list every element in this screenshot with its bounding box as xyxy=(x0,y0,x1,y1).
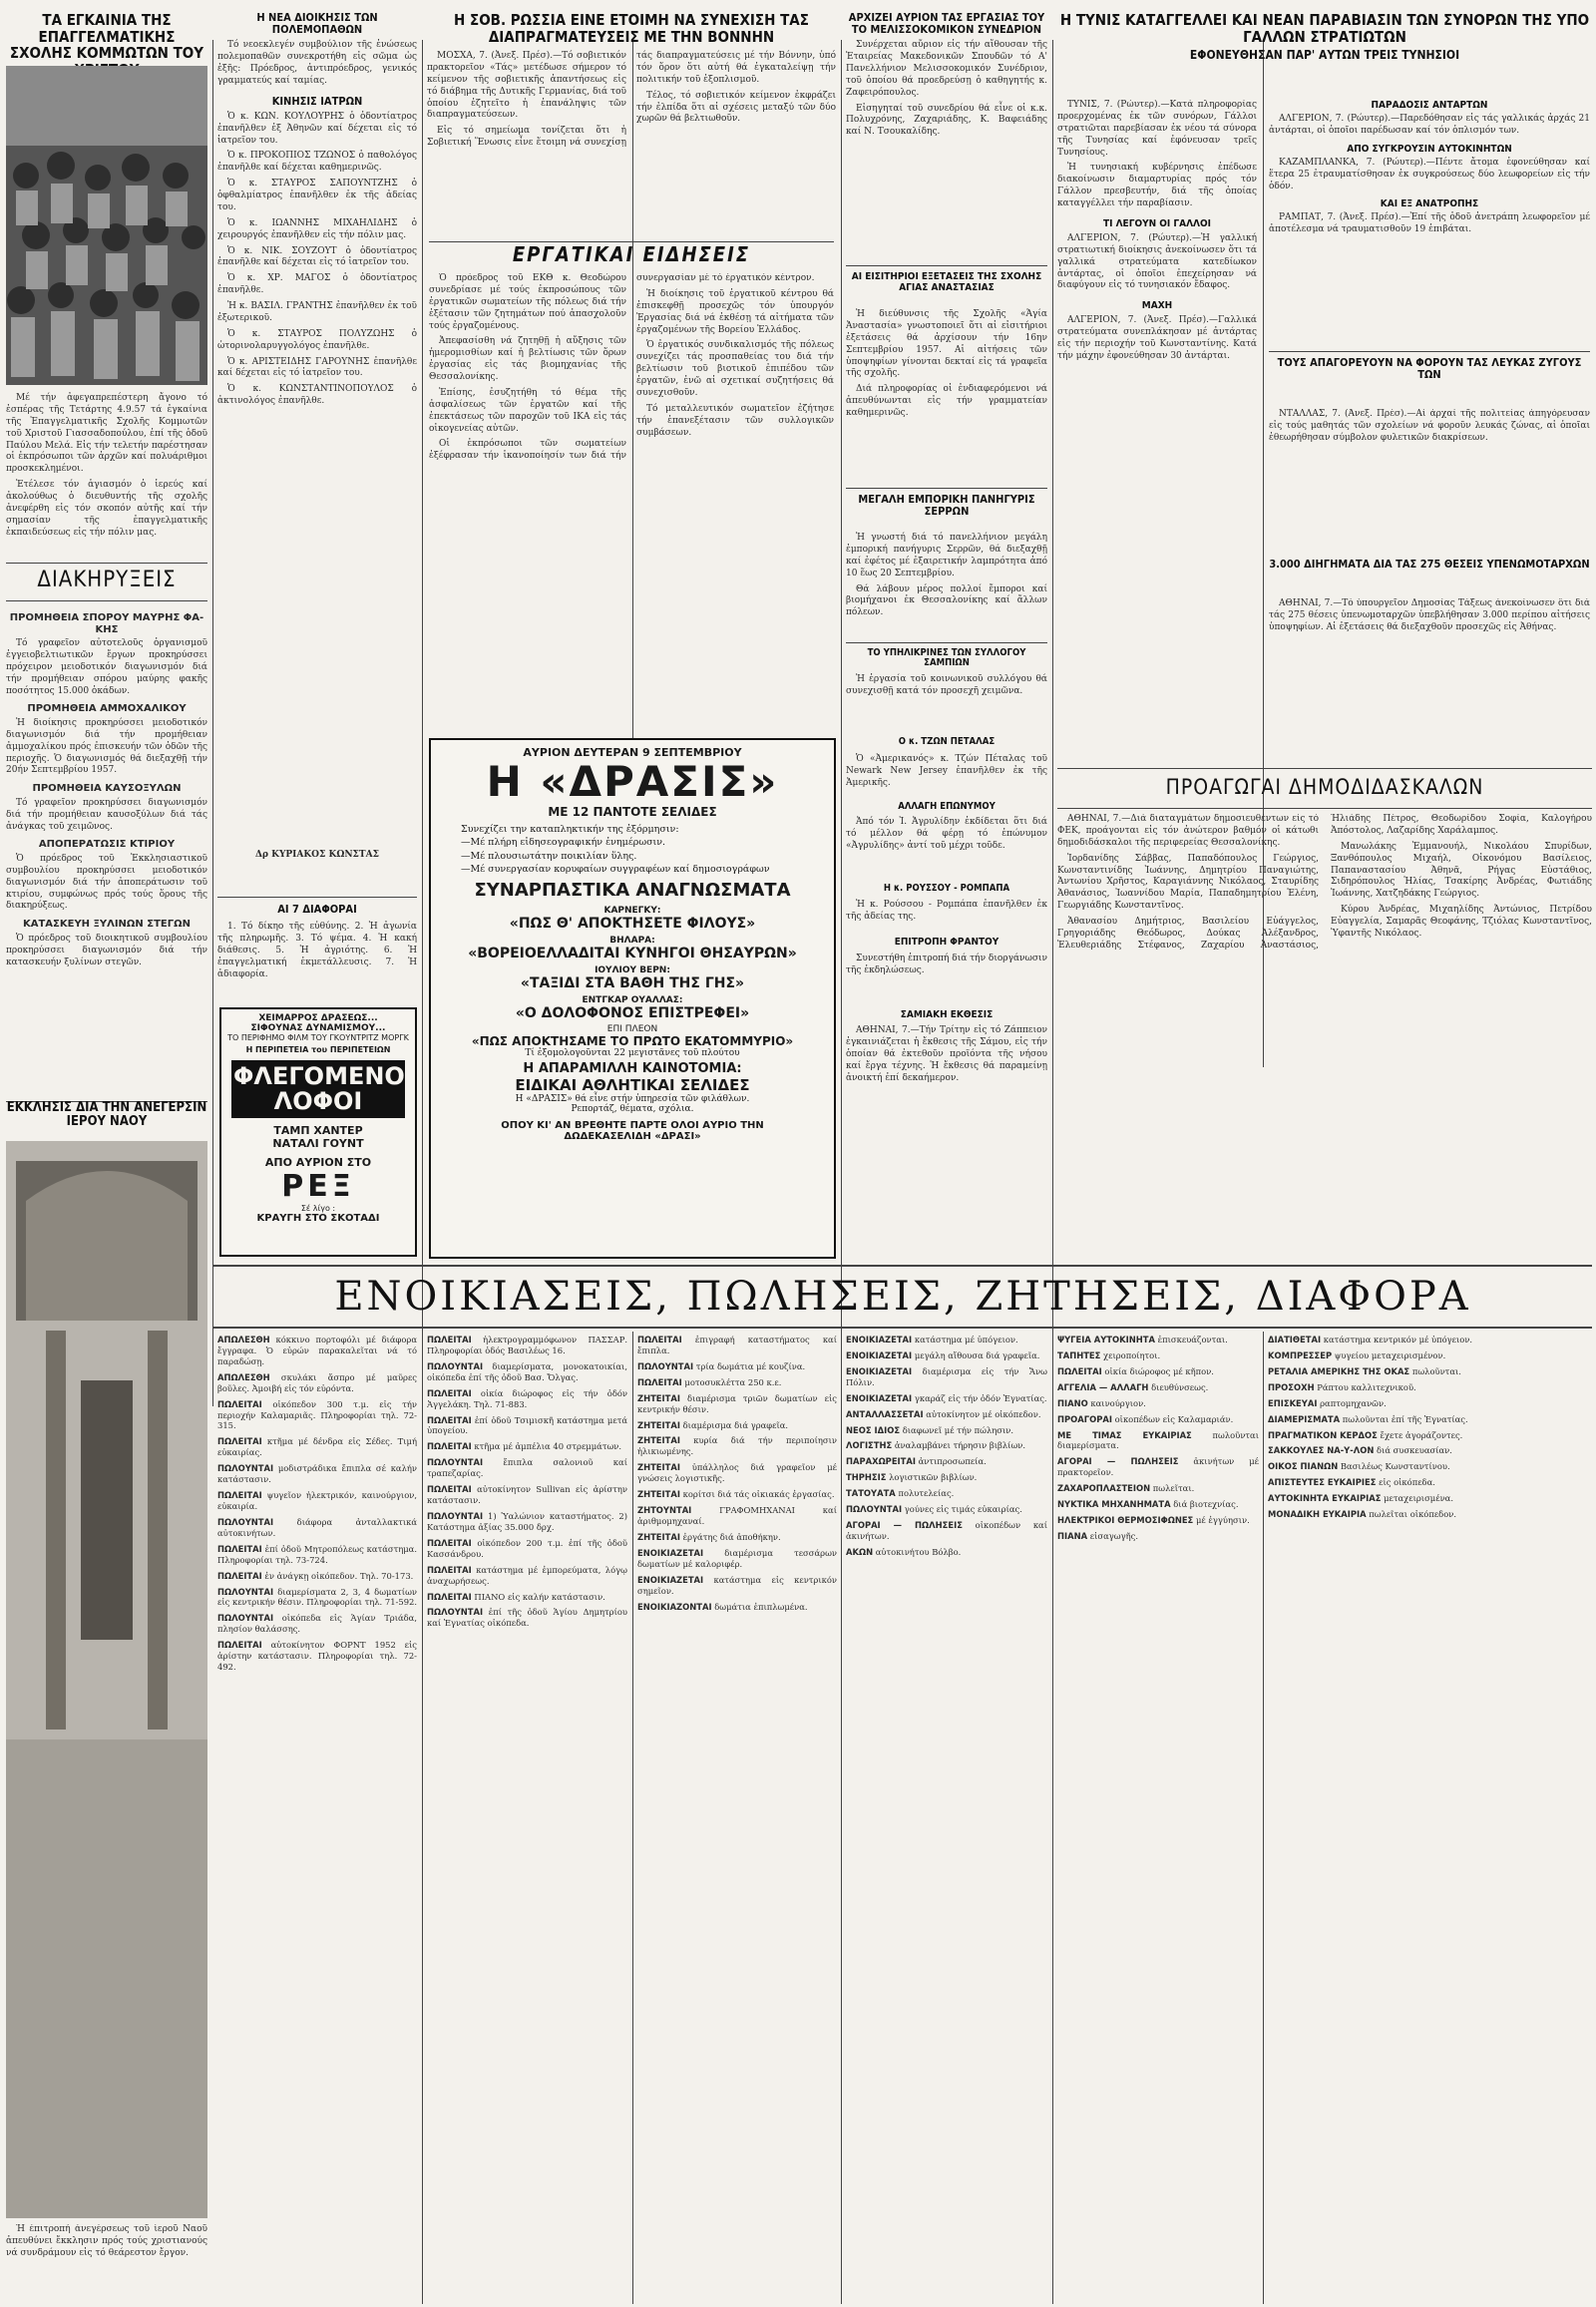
movie-extra-2: ΚΡΑΥΓΗ ΣΤΟ ΣΚΟΤΑΔΙ xyxy=(256,1213,380,1225)
classifieds-col-2: ΠΩΛΕΙΤΑΙ ἠλεκτρογραμμόφωνον ΠΑΣΣΑΡ. Πληροφορίαι ὁδός Βασιλέως 16. ΠΩΛΟΥΝΤΑΙ διαμερίσματα, μονοκατοικίαι, οἰκόπεδα ἐπί τῆς ὁδοῦ Βασ. Ὄλγας. ΠΩΛΕΙΤΑΙ οἰκία διώροφος εἰς τήν ὁδόν Ἀγγελάκη. Τηλ. 71-883. ΠΩΛΕΙΤΑΙ ἐπί ὁδοῦ Τσιμισκῆ κατάστημα μετά ὑπογείου. ΠΩΛΕΙΤΑΙ κτῆμα μέ ἀμπέλια 40 στρεμμάτων. ΠΩΛΟΥΝΤΑΙ ἔπιπλα σαλονιοῦ καί τραπεζαρίας. ΠΩΛΕΙΤΑΙ αὐτοκίνητον Sullivan εἰς ἀρίστην κατάστασιν. ΠΩΛΟΥΝΤΑΙ 1) Ὑαλώνιον καταστήματος. 2) Κατάστημα ἀξίας 35.000 δρχ. ΠΩΛΕΙΤΑΙ οἰκόπεδον 200 τ.μ. ἐπί τῆς ὁδοῦ Κασσάνδρου. ΠΩΛΕΙΤΑΙ κατάστημα μέ ἐμπορεύματα, λόγῳ ἀναχωρήσεως. ΠΩΛΕΙΤΑΙ ΠΙΑΝΟ εἰς καλήν κατάστασιν. ΠΩΛΟΥΝΤΑΙ ἐπί τῆς ὁδοῦ Ἁγίου Δημητρίου καί Ἐγνατίας οἰκόπεδα. xyxy=(427,1335,627,1629)
drasis-karnegi: ΚΑΡΝΕΓΚΥ: xyxy=(603,906,661,917)
headline-melissokomiko: ΑΡΧΙΖΕΙ ΑΥΡΙΟΝ ΤΑΣ ΕΡΓΑΣΙΑΣ ΤΟΥ ΤΟ ΜΕΛΙΣΣΟΚΟΜΙΚΟΝ ΣΥΝΕΔΡΙΟΝ xyxy=(848,11,1045,37)
ad-drasis xyxy=(429,738,836,1259)
polemopathon-text: Τό νεοεκλεγέν συμβούλιον τῆς ἑνώσεως πολεμοπαθῶν συνεκροτήθη εἰς σῶμα ὡς ἑξῆς: Πρόεδρος, ἀντιπρόεδρος, γενικός γραμματεύς καί ταμίας. xyxy=(217,40,417,86)
classifieds-col-4: ΕΝΟΙΚΙΑΖΕΤΑΙ κατάστημα μέ ὑπόγειον. ΕΝΟΙΚΙΑΖΕΤΑΙ μεγάλη αἴθουσα διά γραφεῖα. ΕΝΟΙΚΙΑΖΕΤΑΙ διαμέρισμα εἰς τήν Ἄνω Πόλιν. ΕΝΟΙΚΙΑΖΕΤΑΙ γκαράζ εἰς τήν ὁδόν Ἐγνατίας. ΑΝΤΑΛΛΑΣΣΕΤΑΙ αὐτοκίνητον μέ οἰκόπεδον. ΝΕΟΣ ΙΔΙΟΣ διαφωνεῖ μέ τήν πώλησιν. ΛΟΓΙΣΤΗΣ ἀναλαμβάνει τήρησιν βιβλίων. ΠΑΡΑΧΩΡΕΙΤΑΙ ἀντιπροσωπεία. ΤΗΡΗΣΙΣ λογιστικῶν βιβλίων. ΤΑΤΟΥΑΤΑ πολυτελείας. ΠΩΛΟΥΝΤΑΙ γούνες εἰς τιμάς εὐκαιρίας. ΑΓΟΡΑΙ — ΠΩΛΗΣΕΙΣ οἰκοπέδων καί ἀκινήτων. ΑΚΩΝ αὐτοκινήτου Βόλβο. xyxy=(846,1335,1047,1557)
photo-school-opening xyxy=(6,66,207,385)
drasis-footer-text: Δρ ΚΥΡΙΑΚΟΣ ΚΩΝΣΤΑΣ xyxy=(255,849,379,860)
column-rule xyxy=(1052,40,1053,1406)
drasis-pages: ΜΕ 12 ΠΑΝΤΟΤΕ ΣΕΛΙΔΕΣ xyxy=(548,805,717,820)
column-5 xyxy=(846,4,1047,1261)
rule xyxy=(1269,351,1590,352)
drasis-synarp: ΣΥΝΑΡΠΑΣΤΙΚΑ ΑΝΑΓΝΩΣΜΑΤΑ xyxy=(474,880,791,902)
headline-polemopathon: Η ΝΕΑ ΔΙΟΙΚΗΣΙΣ ΤΩΝ ΠΟΛΕΜΟΠΑΘΩΝ xyxy=(256,11,378,37)
ypodochi-text: Ἡ ἐργασία τοῦ κοινωνικοῦ συλλόγου θά συνεχισθῇ κατά τόν προσεχῆ χειμῶνα. xyxy=(846,674,1047,696)
section-epitropi: ΕΠΙΤΡΟΠΗ ΦΡΑΝΤΟΥ xyxy=(894,937,999,948)
drasis-k2: «ΒΟΡΕΙΟΕΛΛΑΔΙΤΑΙ ΚΥΝΗΓΟΙ ΘΗΣΑΥΡΩΝ» xyxy=(468,946,797,962)
section-dinyiseis: 3.000 ΔΙΗΓΗΜΑΤΑ ΔΙΑ ΤΑΣ 275 ΘΕΣΕΙΣ ΥΠΕΝΩΜΟΤΑΡΧΩΝ xyxy=(1269,559,1590,571)
dinyiseis-text: ΑΘΗΝΑΙ, 7.—Τό ὑπουργεῖον Δημοσίας Τάξεως ἀνεκοίνωσεν ὅτι διά τάς 275 θέσεις ὑπενωμοταρχῶν ὑπεβλήθησαν 3.000 περίπου αἰτήσεις ὑποψηφίων. Αἱ ἐξετάσεις θά διεξαχθοῦν προσεχῶς εἰς Ἀθήνας. xyxy=(1269,598,1590,632)
classifieds-col-1: ΑΠΩΛΕΣΘΗ κόκκινο πορτοφόλι μέ διάφορα ἔγγραφα. Ὁ εὑρών παρακαλεῖται νά τό παραδώσῃ. ΑΠΩΛΕΣΘΗ σκυλάκι ἄσπρο μέ μαῦρες βοῦλες. Ἀμοιβή εἰς τόν εὑρόντα. ΠΩΛΕΙΤΑΙ οἰκόπεδον 300 τ.μ. εἰς τήν περιοχήν Καλαμαριᾶς. Πληροφορίαι τηλ. 72-315. ΠΩΛΕΙΤΑΙ κτῆμα μέ δένδρα εἰς Σέδες. Τιμή εὐκαιρίας. ΠΩΛΟΥΝΤΑΙ μοδιστράδικα ἔπιπλα σέ καλήν κατάστασιν. ΠΩΛΕΙΤΑΙ ψυγεῖον ἠλεκτρικόν, καινούργιον, εὐκαιρία. ΠΩΛΟΥΝΤΑΙ διάφορα ἀνταλλακτικά αὐτοκινήτων. ΠΩΛΕΙΤΑΙ ἐπί ὁδοῦ Μητροπόλεως κατάστημα. Πληροφορίαι τηλ. 73-724. ΠΩΛΕΙΤΑΙ ἐν ἀνάγκῃ οἰκόπεδον. Τηλ. 70-173. ΠΩΛΟΥΝΤΑΙ διαμερίσματα 2, 3, 4 δωματίων εἰς κεντρικήν θέσιν. Πληροφορίαι τηλ. 71-592. ΠΩΛΟΥΝΤΑΙ οἰκόπεδα εἰς Ἁγίαν Τριάδα, πλησίον θαλάσσης. ΠΩΛΕΙΤΑΙ αὐτοκίνητον ΦΟΡΝΤ 1952 εἰς ἀρίστην κατάστασιν. Πληροφορίαι τηλ. 72-492. xyxy=(217,1335,417,1673)
allagi-text: Ἀπό τόν Ἰ. Ἀγρυλίδην ἐκδίδεται ὅτι διά τό μέλλον θά φέρῃ τό ἐπώνυμον «Ἀγρυλίδης» ἀντί τοῦ μέχρι τοῦδε. xyxy=(846,817,1047,851)
column-rule xyxy=(1263,1332,1264,2304)
column-rule xyxy=(841,40,842,1406)
section-galloi: ΤΙ ΛΕΓΟΥΝ ΟΙ ΓΑΛΛΟΙ xyxy=(1102,217,1211,229)
drasis-k1: «ΠΩΣ Θ' ΑΠΟΚΤΗΣΕΤΕ ΦΙΛΟΥΣ» xyxy=(509,916,756,933)
diafora-text: 1. Τό δίκηο τῆς εὐθύνης. 2. Ἡ ἀγωνία τῆς πληρωμῆς. 3. Τό ψέμα. 4. Ἡ κακή διάθεσις. 5. Ἡ ἀγριότης. 6. Ἡ ἐπαγγελματική ἐκμετάλλευσις. 7. Ἡ ἀδιαφορία. xyxy=(217,922,417,979)
section-allagi: ΑΛΛΑΓΗ ΕΠΩΝΥΜΟΥ xyxy=(898,801,996,812)
classifieds-title: ΕΝΟΙΚΙΑΣΕΙΣ, ΠΩΛΗΣΕΙΣ, ΖΗΤΗΣΕΙΣ, ΔΙΑΦΟΡΑ xyxy=(334,1274,1471,1320)
melissokomiko-text: Συνέρχεται αὔριον εἰς τήν αἴθουσαν τῆς Ἑταιρείας Μακεδονικῶν Σπουδῶν τό Α' Πανελλήνιον Μελισσοκομικόν Συνέδριον, τοῦ ὁποίου θά προεδρεύσῃ ὁ καθηγητής κ. Ζαφειρόπουλος. Εἰσηγηταί τοῦ συνεδρίου θά εἶνε οἱ κ.κ. Πολυχρόνης, Ζαχαριάδης, Κ. Βαφειάδης καί Ν. Τσουκαλίδης. xyxy=(846,40,1047,138)
tunis-text: ΤΥΝΙΣ, 7. (Ρώυτερ).—Κατά πληροφορίας προερχομένας ἐκ τῶν συνόρων, Γάλλοι στρατιῶται παρεβίασαν ἐκ νέου τά σύνορα τῆς Τυνησίας καί ἐφόνευσαν τρεῖς Τυνησίους. Ἡ τυνησιακή κυβέρνησις ἐπέδωσε διακοίνωσιν διαμαρτυρίας πρός τόν Γάλλον πρεσβευτήν, διά τῆς ὁποίας καταγγέλλει τήν παραβίασιν. ΤΙ ΛΕΓΟΥΝ ΟΙ ΓΑΛΛΟΙ ΑΛΓΕΡΙΟΝ, 7. (Ρώυτερ).—Ἡ γαλλική στρατιωτική διοίκησις ἀνεκοίνωσεν ὅτι τά γαλλικά στρατεύματα κατεδίωκον ἀντάρτας, οἱ ὁποῖοι ἐπεχείρησαν νά διαφύγουν εἰς τό τυνησιακόν ἔδαφος. ΜΑΧΗ ΑΛΓΕΡΙΟΝ, 7. (Ἀνεξ. Πρέσ).—Γαλλικά στρατεύματα συνεπλάκησαν μέ ἀντάρτας εἰς τήν περιοχήν τοῦ Κωνσταντίνης. Κατά τήν μάχην ἐφονεύθησαν 30 ἀντάρται. xyxy=(1057,100,1257,361)
roussos-text: Ἡ κ. Ρούσσου - Ρομπάπα ἐπανῆλθεν ἐκ τῆς ἀδείας της. xyxy=(846,900,1047,922)
movie-t3: ΤΟ ΠΕΡΙΦΗΜΟ ΦΙΛΜ ΤΟΥ ΓΚΟΥΝΤΡΙΤΖ ΜΟΡΓΚ xyxy=(227,1033,409,1042)
column-rule xyxy=(632,1332,633,2304)
column-rule xyxy=(1052,1332,1053,2304)
article-school-text: Μέ τήν ἀφεγαπρεπέστερη ἄγονο τό ἑσπέρας τῆς Τετάρτης 4.9.57 τά ἐγκαίνια τῆς Ἐπαγγελματικῆς Σχολῆς Κομμωτῶν τοῦ Χριστοῦ Γιασσαδοπούλου, ἐπί τῆς ὁδοῦ Παύλου Μελά. Εἰς τήν τελετήν παρέστησαν οἱ ἐκπρόσωποι τῶν ἀρχῶν καί πολυάριθμοι προσκεκλημένοι. Ἐτέλεσε τόν ἁγιασμόν ὁ ἱερεύς καί ἀκολούθως ὁ διευθυντής τῆς σχολῆς ἀνεφέρθη εἰς τόν σκοπόν αὐτῆς καί τήν σημασίαν τῆς ἐπαγγελματικῆς ἐκπαιδεύσεως εἰς τήν πόλιν μας. xyxy=(6,393,207,538)
drasis-k9: Η «ΔΡΑΣΙΣ» θά εἶνε στήν ὑπηρεσία τῶν φιλάθλων. xyxy=(515,1094,750,1105)
drasis-bottom: ΟΠΟΥ ΚΙ' ΑΝ ΒΡΕΘΗΤΕ ΠΑΡΤΕ ΟΛΟΙ ΑΥΡΙΟ ΤΗΝ ΔΩΔΕΚΑΣΕΛΙΔΗ «ΔΡΑΣΙ» xyxy=(501,1120,764,1143)
rule xyxy=(217,897,417,898)
diakirixeis-text: ΠΡΟΜΗΘΕΙΑ ΣΠΟΡΟΥ ΜΑΥΡΗΣ ΦΑΚΗΣ Τό γραφεῖον αὐτοτελοῦς ὀργανισμοῦ ἐγγειοβελτιωτικῶν ἔργων προκηρύσσει πρόχειρον μειοδοτικόν διαγωνισμόν διά τήν προμήθειαν σπόρου μαύρης φακῆς ποσότητος 15.000 ὀκάδων. ΠΡΟΜΗΘΕΙΑ ΑΜΜΟΧΑΛΙΚΟΥ Ἡ διοίκησις προκηρύσσει μειοδοτικόν διαγωνισμόν διά τήν προμήθειαν ἀμμοχαλίκου πρός ἐπισκευήν τῶν ὁδῶν τῆς περιοχῆς. Ὁ διαγωνισμός θά διεξαχθῇ τήν 20ήν Σεπτεμβρίου 1957. ΠΡΟΜΗΘΕΙΑ ΚΑΥΣΟΞΥΛΩΝ Τό γραφεῖον προκηρύσσει διαγωνισμόν διά τήν προμήθειαν καυσοξύλων διά τάς ἀνάγκας τοῦ χειμῶνος. ΑΠΟΠΕΡΑΤΩΣΙΣ ΚΤΙΡΙΟΥ Ὁ πρόεδρος τοῦ Ἐκκλησιαστικοῦ συμβουλίου προκηρύσσει μειοδοτικόν διαγωνισμόν διά τήν ἀποπεράτωσιν τοῦ κτιρίου, συμφώνως πρός τούς ὅρους τῆς διακηρύξεως. ΚΑΤΑΣΚΕΥΗ ΞΥΛΙΝΩΝ ΣΤΕΓΩΝ Ὁ πρόεδρος τοῦ διοικητικοῦ συμβουλίου προκηρύσσει διαγωνισμόν διά τήν κατασκευήν ξυλίνων στεγῶν. xyxy=(6,612,207,967)
section-diakirixeis: ΔΙΑΚΗΡΥΞΕΙΣ xyxy=(37,568,177,592)
headline-school: ΤΑ ΕΓΚΑΙΝΙΑ ΤΗΣ ΕΠΑΓΓΕΛΜΑΤΙΚΗΣ ΣΧΟΛΗΣ ΚΟΜΜΩΤΩΝ ΤΟΥ xyxy=(9,11,204,62)
rule xyxy=(1057,808,1592,809)
drasis-k8: ΕΙΔΙΚΑΙ ΑΘΛΗΤΙΚΑΙ ΣΕΛΙΔΕΣ xyxy=(515,1076,750,1095)
drasis-k4: «Ο ΔΟΛΟΦΟΝΟΣ ΕΠΙΣΤΡΕΦΕΙ» xyxy=(515,1005,750,1022)
drasis-vilara: ΒΗΛΑΡΑ: xyxy=(609,936,655,947)
section-proagogai: ΠΡΟΑΓΩΓΑΙ ΔΗΜΟΔΙΔΑΣΚΑΛΩΝ xyxy=(1165,776,1484,799)
classifieds-banner xyxy=(213,1269,1592,1325)
section-samiaki: ΣΑΜΙΑΚΗ ΕΚΘΕΣΙΣ xyxy=(900,1009,994,1020)
apagorevoun-text: ΝΤΑΛΛΑΣ, 7. (Ἀνεξ. Πρέσ).—Αἱ ἀρχαί τῆς πολιτείας ἀπηγόρευσαν εἰς τούς μαθητάς τῶν σχολείων νά φοροῦν λευκάς ζώνας, αἱ ὁποῖαι ἐθεωρήθησαν σύμβολον φυλετικῶν διακρίσεων. xyxy=(1269,409,1590,443)
drasis-top: ΑΥΡΙΟΝ ΔΕΥΤΕΡΑΝ 9 ΣΕΠΤΕΜΒΡΙΟΥ xyxy=(523,746,742,759)
rule xyxy=(6,600,207,601)
drasis-k7: Η ΑΠΑΡΑΜΙΛΛΗ ΚΑΙΝΟΤΟΜΙΑ: xyxy=(523,1061,742,1077)
movie-t2: ΣΙΦΟΥΝΑΣ ΔΥΝΑΜΙΣΜΟΥ... xyxy=(250,1023,386,1033)
column-rule xyxy=(212,40,213,1406)
ergatikai-text: Ὁ πρόεδρος τοῦ ΕΚΘ κ. Θεοδώρου συνεδρίασε μέ τούς ἐκπροσώπους τῶν ἐργατικῶν σωματείων τῆς πόλεως διά τήν ἐξέτασιν τῶν ζητημάτων πού ἀπασχολοῦν τούς ἐργαζομένους. Ἀπεφασίσθη νά ζητηθῇ ἡ αὔξησις τῶν ἡμερομισθίων καί ἡ βελτίωσις τῶν ὅρων ἐργασίας εἰς τάς βιομηχανίας τῆς Θεσσαλονίκης. Ἐπίσης, ἐσυζητήθη τό θέμα τῆς ἀσφαλίσεως τῶν ἐργατῶν καί τῆς ἐπεκτάσεως τῶν παροχῶν τοῦ ΙΚΑ εἰς τάς οἰκογενείας αὐτῶν. Οἱ ἐκπρόσωποι τῶν σωματείων ἐξέφρασαν τήν ἱκανοποίησίν των διά τήν συνεργασίαν μέ τό ἐργατικόν κέντρον. Ἡ διοίκησις τοῦ ἐργατικοῦ κέντρου θά ἐπισκεφθῇ προσεχῶς τόν ὑπουργόν Ἐργασίας διά νά ἐκθέσῃ τά αἰτήματα τῶν ἐργαζομένων τῆς Βορείου Ἑλλάδος. Ὁ ἐργατικός συνδικαλισμός τῆς πόλεως συνεχίζει τάς προσπαθείας του διά τήν βελτίωσιν τοῦ βιοτικοῦ ἐπιπέδου τῶν ἐργατῶν, ἐνῶ αἱ σχετικαί συζητήσεις θά συνεχισθοῦν. Τό μεταλλευτικόν σωματεῖον ἐζήτησε τήν ἐπανεξέτασιν τῶν συλλογικῶν συμβάσεων. xyxy=(429,273,834,462)
heading-tzini: Ο κ. ΤΖΩΝ ΠΕΤΑΛΑΣ xyxy=(898,736,996,747)
heading-roussos: Η κ. ΡΟΥΣΣΟΥ - ΡΟΜΠΑΠΑ xyxy=(883,883,1010,894)
kiniseis-text: Ὁ κ. ΚΩΝ. ΚΟΥΛΟΥΡΗΣ ὁ ὀδοντίατρος ἐπανῆλθεν ἐξ Ἀθηνῶν καί δέχεται εἰς τό ἰατρεῖον του. Ὁ κ. ΠΡΟΚΟΠΙΟΣ ΤΖΩΝΟΣ ὁ παθολόγος ἐπανῆλθε καί δέχεται καθημερινῶς. Ὁ κ. ΣΤΑΥΡΟΣ ΣΑΠΟΥΝΤΖΗΣ ὁ ὀφθαλμίατρος ἐπανῆλθεν ἐκ τῆς ἀδείας του. Ὁ κ. ΙΩΑΝΝΗΣ ΜΙΧΑΗΛΙΔΗΣ ὁ χειρουργός ἐπανῆλθεν εἰς τήν πόλιν μας. Ὁ κ. ΝΙΚ. ΣΟΥΖΟΥΤ ὁ ὀδοντίατρος ἐπανῆλθε καί δέχεται εἰς τό ἰατρεῖον του. Ὁ κ. ΧΡ. ΜΑΓΟΣ ὁ ὀδοντίατρος ἐπανῆλθε. Ἡ κ. ΒΑΣΙΛ. ΓΡΑΝΤΗΣ ἐπανῆλθεν ἐκ τοῦ ἐξωτερικοῦ. Ὁ κ. ΣΤΑΥΡΟΣ ΠΟΛΥΖΩΗΣ ὁ ὠτορινολαρυγγολόγος ἐπανῆλθε. Ὁ κ. ΑΡΙΣΤΕΙΔΗΣ ΓΑΡΟΥΝΗΣ ἐπανῆλθε καί δέχεται εἰς τό ἰατρεῖον του. Ὁ κ. ΚΩΝΣΤΑΝΤΙΝΟΠΟΥΛΟΣ ὁ ἀκτινολόγος ἐπανῆλθε. xyxy=(217,111,417,407)
section-paradosis: ΠΑΡΑΔΟΣΙΣ ΑΝΤΑΡΤΩΝ xyxy=(1371,100,1488,111)
classifieds-col-6: ΔΙΑΤΙΘΕΤΑΙ κατάστημα κεντρικόν μέ ὑπόγειον. ΚΟΜΠΡΕΣΣΕΡ ψυγείου μεταχειρισμένον. ΡΕΤΑΛΙΑ ΑΜΕΡΙΚΗΣ ΤΗΣ ΟΚΑΣ πωλοῦνται. ΠΡΟΣΟΧΗ Ράπτου καλλιτεχνικοῦ. ΕΠΙΣΚΕΥΑΙ ραπτομηχανῶν. ΔΙΑΜΕΡΙΣΜΑΤΑ πωλοῦνται ἐπί τῆς Ἐγνατίας. ΠΡΑΓΜΑΤΙΚΟΝ ΚΕΡΔΟΣ ἔχετε ἀγοράζοντες. ΣΑΚΚΟΥΛΕΣ ΝΑ-Υ-ΛΟΝ διά συσκευασίαν. ΟΙΚΟΣ ΠΙΑΝΩΝ Βασιλέως Κωνσταντίνου. ΑΠΙΣΤΕΥΤΕΣ ΕΥΚΑΙΡΙΕΣ εἰς οἰκόπεδα. ΑΥΤΟΚΙΝΗΤΑ ΕΥΚΑΙΡΙΑΣ μεταχειρισμένα. ΜΟΝΑΔΙΚΗ ΕΥΚΑΙΡΙΑ πωλεῖται οἰκόπεδον. xyxy=(1268,1335,1473,1520)
section-eisitiria: ΑΙ ΕΙΣΙΤΗΡΙΟΙ ΕΞΕΤΑΣΕΙΣ ΤΗΣ ΣΧΟΛΗΣ ΑΓΙΑΣ ΑΝΑΣΤΑΣΙΑΣ xyxy=(851,271,1042,293)
movie-t4: Η ΠΕΡΙΠΕΤΕΙΑ του ΠΕΡΙΠΕΤΕΙΩΝ xyxy=(245,1045,391,1054)
photo-church xyxy=(6,1141,207,2218)
section-ergatikai: ΕΡΓΑΤΙΚΑΙ ΕΙΔΗΣΕΙΣ xyxy=(512,242,751,266)
rule xyxy=(6,563,207,564)
classifieds-col-3: ΠΩΛΕΙΤΑΙ ἐπιγραφή καταστήματος καί ἔπιπλα. ΠΩΛΟΥΝΤΑΙ τρία δωμάτια μέ κουζίνα. ΠΩΛΕΙΤΑΙ μοτοσυκλέττα 250 κ.ε. ΖΗΤΕΙΤΑΙ διαμέρισμα τριῶν δωματίων εἰς κεντρικήν θέσιν. ΖΗΤΕΙΤΑΙ διαμέρισμα διά γραφεῖα. ΖΗΤΕΙΤΑΙ κυρία διά τήν περιποίησιν ἡλικιωμένης. ΖΗΤΕΙΤΑΙ ὑπάλληλος διά γραφεῖον μέ γνώσεις λογιστικῆς. ΖΗΤΕΙΤΑΙ κορίτσι διά τάς οἰκιακάς ἐργασίας. ΖΗΤΟΥΝΤΑΙ ΓΡΑΦΟΜΗΧΑΝΑΙ καί ἀριθμομηχαναί. ΖΗΤΕΙΤΑΙ ἐργάτης διά ἀποθήκην. ΕΝΟΙΚΙΑΖΕΤΑΙ διαμέρισμα τεσσάρων δωματίων μέ καλοριφέρ. ΕΝΟΙΚΙΑΖΕΤΑΙ κατάστημα εἰς κεντρικόν σημεῖον. ΕΝΟΙΚΙΑΖΟΝΤΑΙ δωμάτια ἐπιπλωμένα. xyxy=(637,1335,837,1612)
movie-t1: ΧΕΙΜΑΡΡΟΣ ΔΡΑΣΕΩΣ... xyxy=(258,1013,378,1023)
section-kiniseis: ΚΙΝΗΣΙΣ ΙΑΤΡΩΝ xyxy=(271,94,363,108)
drasis-title: Η «ΔΡΑΣΙΣ» xyxy=(486,757,779,806)
drasis-line-3: —Μέ πλουσιωτάτην ποικιλίαν ὕλης. xyxy=(461,850,637,862)
section-syngrousis: ΑΠΟ ΣΥΓΚΡΟΥΣΙΝ ΑΥΤΟΚΙΝΗΤΩΝ xyxy=(1347,143,1512,155)
drasis-k3: «ΤΑΞΙΔΙ ΣΤΑ ΒΑΘΗ ΤΗΣ ΓΗΣ» xyxy=(520,975,745,992)
section-ypodochi: ΤΟ ΥΠΗΛΙΚΡΙΝΕΣ ΤΩΝ ΣΥΛΛΟΓΟΥ ΣΑΜΠΙΩΝ xyxy=(867,647,1026,669)
drasis-epi: ΕΠΙ ΠΛΕΟΝ xyxy=(606,1024,658,1035)
photo-crowd xyxy=(6,66,207,385)
movie-cinema-2: ΡΕΞ xyxy=(281,1169,355,1205)
paniyiris-text: Ἡ γνωστή διά τό πανελλήνιον μεγάλη ἐμπορική πανήγυρις Σερρῶν, θά διεξαχθῇ καί ἐφέτος μέ ἐξαιρετικήν λαμπρότητα ἀπό 10 ἕως 20 Σεπτεμβρίου. Θά λάβουν μέρος πολλοί ἔμποροι καί βιομήχανοι ἐκ Θεσσαλονίκης καί ἄλλων πόλεων. xyxy=(846,533,1047,618)
rule xyxy=(1057,768,1592,769)
headline-tunis-sub: ΕΦΟΝΕΥΘΗΣΑΝ ΠΑΡ' ΑΥΤΩΝ ΤΡΕΙΣ ΤΥΝΗΣΙΟΙ xyxy=(1189,48,1460,62)
drasis-wallace: ΕΝΤΓΚΑΡ ΟΥΑΛΛΑΣ: xyxy=(582,995,683,1006)
rule xyxy=(213,1327,1592,1329)
ekklisis-text: Ἡ ἐπιτροπή ἀνεγέρσεως τοῦ ἱεροῦ Ναοῦ ἀπευθύνει ἔκκλησιν πρός τούς χριστιανούς νά συνδράμουν εἰς τό θεάρεστον ἔργον. xyxy=(6,2224,207,2258)
drasis-k5: «ΠΩΣ ΑΠΟΚΤΗΣΑΜΕ ΤΟ ΠΡΩΤΟ ΕΚΑΤΟΜΜΥΡΙΟ» xyxy=(471,1034,794,1049)
column-rule xyxy=(422,1332,423,2304)
classifieds-col-5: ΨΥΓΕΙΑ ΑΥΤΟΚΙΝΗΤΑ ἐπισκευάζονται. ΤΑΠΗΤΕΣ χειροποίητοι. ΠΩΛΕΙΤΑΙ οἰκία διώροφος μέ κῆπον. ΑΓΓΕΛΙΑ — ΑΛΛΑΓΗ διευθύνσεως. ΠΙΑΝΟ καινούργιον. ΠΡΟΑΓΟΡΑΙ οἰκοπέδων εἰς Καλαμαριάν. ΜΕ ΤΙΜΑΣ ΕΥΚΑΙΡΙΑΣ πωλοῦνται διαμερίσματα. ΑΓΟΡΑΙ — ΠΩΛΗΣΕΙΣ ἀκινήτων μέ πρακτορεῖον. ΖΑΧΑΡΟΠΛΑΣΤΕΙΟΝ πωλεῖται. ΝΥΚΤΙΚΑ ΜΗΧΑΝΗΜΑΤΑ διά βιοτεχνίας. ΗΛΕΚΤΡΙΚΟΙ ΘΕΡΜΟΣΙΦΩΝΕΣ μέ ἐγγύησιν. ΠΙΑΝΑ εἰσαγωγῆς. xyxy=(1057,1335,1259,1541)
tzini-text: Ὁ «Ἀμερικανός» κ. Τζών Πέταλας τοῦ Newark New Jersey ἐπανῆλθεν ἐκ τῆς Ἀμερικῆς. xyxy=(846,754,1047,788)
movie-cast-2: ΝΑΤΑΛΙ ΓΟΥΝΤ xyxy=(272,1137,364,1151)
rule xyxy=(846,642,1047,643)
rule xyxy=(846,265,1047,266)
movie-cinema-1: ΑΠΟ ΑΥΡΙΟΝ ΣΤΟ xyxy=(264,1156,372,1170)
rule xyxy=(213,1265,1592,1267)
rule xyxy=(846,488,1047,489)
proagogai-text: ΑΘΗΝΑΙ, 7.—Διά διαταγμάτων δημοσιευθέντων εἰς τό ΦΕΚ, προάγονται εἰς τόν ἀνώτερον βαθμόν οἱ κάτωθι δημοδιδάσκαλοι τῆς περιφερείας Θεσσαλονίκης. Ἰορδανίδης Σάββας, Παπαδόπουλος Γεώργιος, Κωνσταντινίδης Ἰωάννης, Δημητρίου Παναγιώτης, Ἀντωνίου Χρῆστος, Καραγιάννης Νικόλαος, Σταυρίδης Ἀθανάσιος, Ἰωαννίδου Μαρία, Παπαδημητρίου Ἑλένη, Γεωργιάδης Κωνσταντῖνος. Ἀθανασίου Δημήτριος, Βασιλείου Εὐάγγελος, Γρηγοριάδης Θεόδωρος, Δούκας Ἀλέξανδρος, Ἐλευθεριάδης Στέφανος, Ζαχαρίου Ἀναστάσιος, Ἠλιάδης Πέτρος, Θεοδωρίδου Σοφία, Καλογήρου Ἀπόστολος, Λαζαρίδης Χαράλαμπος. Μανωλάκης Ἐμμανουήλ, Νικολάου Σπυρίδων, Ξανθόπουλος Μιχαήλ, Οἰκονόμου Βασίλειος, Παπαναστασίου Ἀθηνᾶ, Ρήγας Εὐστάθιος, Σιδηρόπουλος Ἡλίας, Τσακίρης Ἀνδρέας, Φωτιάδης Ἰωάννης, Χατζηδάκης Γεώργιος. Κύρου Ἀνδρέας, Μιχαηλίδης Ἀντώνιος, Πετρίδου Εὐαγγελία, Σαμαρᾶς Θεοφάνης, Τζιόλας Κωνσταντῖνος, Ὑφαντῆς Νικόλαος. xyxy=(1057,814,1592,951)
drasis-k6: Τί ἐξομολογοῦνται 22 μεγιστᾶνες τοῦ πλούτου xyxy=(525,1048,740,1059)
drasis-line-1: Συνεχίζει την καταπληκτικήν της ἐξόρμησιν: xyxy=(461,824,679,836)
column-3 xyxy=(427,4,836,243)
drasis-line-4: —Μέ συνεργασίαν κορυφαίων συγγραφέων καί δημοσιογράφων xyxy=(461,864,770,876)
section-ekklisis: ΕΚΚΛΗΣΙΣ ΔΙΑ ΤΗΝ ΑΝΕΓΕΡΣΙΝ ΙΕΡΟΥ ΝΑΟΥ xyxy=(6,1101,207,1130)
drasis-k10: Ρεπορτάζ, θέματα, σχόλια. xyxy=(571,1104,694,1115)
headline-russia: Η ΣΟΒ. ΡΩΣΣΙΑ ΕΙΝΕ ΕΤΟΙΜΗ ΝΑ ΣΥΝΕΧΙΣΗ ΤΑΣ ΔΙΑΠΡΑΓΜΑΤΕΥΣΕΙΣ ΜΕ ΤΗΝ ΒΟΝΝΗΝ xyxy=(454,11,809,46)
drasis-verne: ΙΟΥΛΙΟΥ ΒΕΡΝ: xyxy=(595,965,670,976)
section-maxi: ΜΑΧΗ xyxy=(1141,300,1173,312)
section-anatropi: ΚΑΙ ΕΞ ΑΝΑΤΡΟΠΗΣ xyxy=(1380,198,1479,210)
section-diafora: ΑΙ 7 ΔΙΑΦΟΡΑΙ xyxy=(277,903,357,916)
section-paniyiris: ΜΕΓΑΛΗ ΕΜΠΟΡΙΚΗ ΠΑΝΗΓΥΡΙΣ ΣΕΡΡΩΝ xyxy=(858,493,1035,519)
headline-tunis: Η ΤΥΝΙΣ ΚΑΤΑΓΓΕΛΛΕΙ ΚΑΙ ΝΕΑΝ ΠΑΡΑΒΙΑΣΙΝ ΤΩΝ ΣΥΝΟΡΩΝ ΤΗΣ ΥΠΟ ΓΑΛΛΩΝ ΣΤΡΑΤΙΩΤΩΝ xyxy=(1059,11,1590,46)
church-interior xyxy=(6,1141,207,2218)
section-apagorevoun: ΤΟΥΣ ΑΠΑΓΟΡΕΥΟΥΝ ΝΑ ΦΟΡΟΥΝ ΤΑΣ ΛΕΥΚΑΣ ΖΥΓΟΥΣ ΤΩΝ xyxy=(1277,357,1582,382)
movie-cast-1: ΤΑΜΠ ΧΑΝΤΕΡ xyxy=(273,1124,363,1138)
movie-title: ΦΛΕΓΟΜΕΝΟΙ ΛΟΦΟΙ xyxy=(231,1060,405,1118)
ad-movie xyxy=(219,1007,417,1257)
samiaki-text: ΑΘΗΝΑΙ, 7.—Τήν Τρίτην εἰς τό Ζάππειον ἐγκαινιάζεται ἡ ἔκθεσις τῆς Σάμου, εἰς τήν ὁποίαν θά ἐκτεθοῦν προϊόντα τῆς νήσου καί ἔργα τέχνης. Ἡ ἔκθεσις θά παραμείνῃ ἀνοικτή ἐπί δεκαήμερον. xyxy=(846,1025,1047,1083)
column-rule xyxy=(841,1332,842,2304)
rule xyxy=(429,241,834,242)
column-rule xyxy=(422,40,423,1406)
column-2 xyxy=(217,4,417,1101)
movie-extra-1: Σέ λίγο : xyxy=(300,1204,336,1214)
drasis-bullets xyxy=(431,819,834,880)
epitropi-text: Συνεστήθη ἐπιτροπή διά τήν διοργάνωσιν τῆς ἐκδηλώσεως. xyxy=(846,954,1047,975)
tunis-col-7: ΠΑΡΑΔΟΣΙΣ ΑΝΤΑΡΤΩΝ ΑΛΓΕΡΙΟΝ, 7. (Ρώυτερ).—Παρεδόθησαν εἰς τάς γαλλικάς ἀρχάς 21 ἀντάρται, οἱ ὁποῖοι παρέδωσαν καί τόν ὁπλισμόν των. ΑΠΟ ΣΥΓΚΡΟΥΣΙΝ ΑΥΤΟΚΙΝΗΤΩΝ ΚΑΖΑΜΠΛΑΝΚΑ, 7. (Ρώυτερ).—Πέντε ἄτομα ἐφονεύθησαν καί ἕτερα 25 ἐτραυματίσθησαν ἐκ συγκρούσεως δύο λεωφορείων εἰς τήν ὁδόν. ΚΑΙ ΕΞ ΑΝΑΤΡΟΠΗΣ ΡΑΜΠΑΤ, 7. (Ἀνεξ. Πρέσ).—Ἐπί τῆς ὁδοῦ ἀνετράπη λεωφορεῖον μέ ἀποτέλεσμα νά τραυματισθοῦν 19 ἐπιβάται. xyxy=(1269,100,1590,235)
drasis-line-2: —Μέ πλήρη εἰδησεογραφικήν ἐνημέρωσιν. xyxy=(461,837,666,849)
russia-text: ΜΟΣΧΑ, 7. (Ἀνεξ. Πρέσ).—Τό σοβιετικόν πρακτορεῖον «Τάς» μετέδωσε σήμερον τό κείμενον τῆς σοβιετικῆς ἀπαντήσεως εἰς τό διάβημα τῆς Δυτικῆς Γερμανίας, διά τοῦ ὁποίου ἐζητεῖτο ἡ ἐπανάληψις τῶν διαπραγματεύσεων. Εἰς τό σημείωμα τονίζεται ὅτι ἡ Σοβιετική Ἕνωσις εἶνε ἕτοιμη νά συνεχίσῃ τάς διαπραγματεύσεις μέ τήν Βόννην, ὑπό τόν ὅρον ὅτι αὐτή θά ἐγκαταλείψῃ τήν πολιτικήν τοῦ ἐξοπλισμοῦ. Τέλος, τό σοβιετικόν κείμενον ἐκφράζει τήν ἐλπίδα ὅτι αἱ σχέσεις μεταξύ τῶν δύο χωρῶν θά βελτιωθοῦν. xyxy=(427,51,836,149)
eisitiria-text: Ἡ διεύθυνσις τῆς Σχολῆς «Ἁγία Ἀναστασία» γνωστοποιεῖ ὅτι αἱ εἰσιτήριοι ἐξετάσεις θά ἀρχίσουν τήν 16ην Σεπτεμβρίου 1957. Αἱ αἰτήσεις τῶν ὑποψηφίων γίνονται δεκταί εἰς τά γραφεῖα τῆς σχολῆς. Διά πληροφορίας οἱ ἐνδιαφερόμενοι νά ἀπευθύνωνται εἰς τήν γραμματείαν καθημερινῶς. xyxy=(846,309,1047,418)
